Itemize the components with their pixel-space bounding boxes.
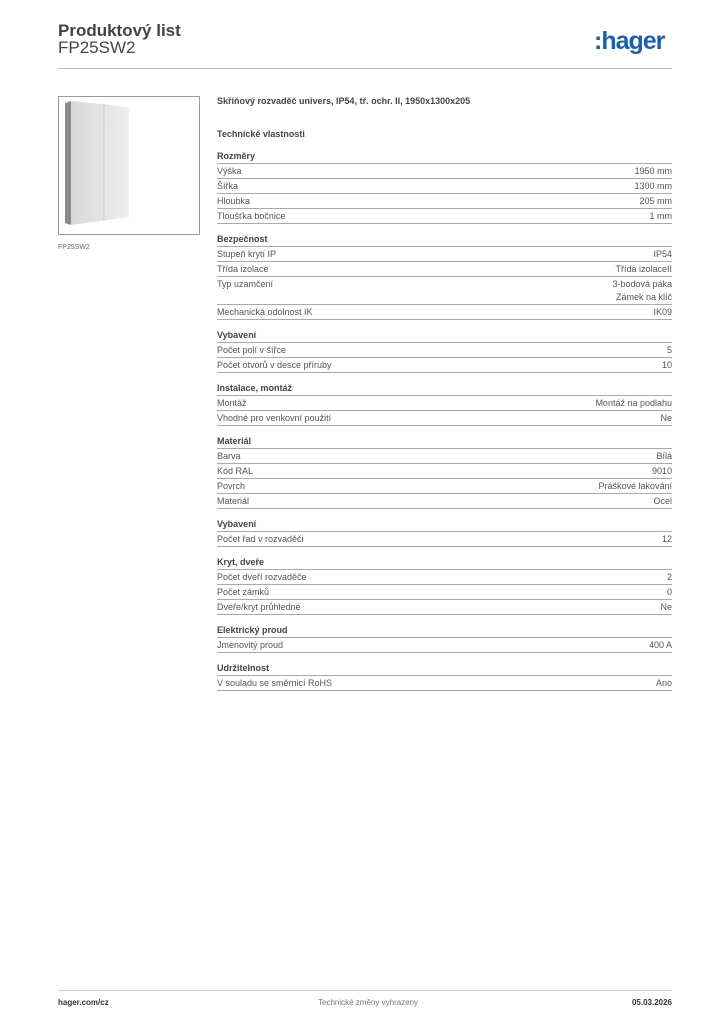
product-code: FP25SW2 bbox=[58, 38, 136, 57]
cabinet-illustration bbox=[59, 97, 199, 234]
section-title: Rozměry bbox=[217, 150, 672, 164]
spec-row bbox=[217, 262, 672, 277]
spec-row bbox=[217, 396, 672, 411]
section-title: Materiál bbox=[217, 435, 672, 449]
spec-section bbox=[217, 518, 672, 547]
section-title: Instalace, montáž bbox=[217, 382, 672, 396]
spec-sections bbox=[217, 150, 672, 691]
spec-value: 1 mm bbox=[649, 211, 672, 221]
spec-content bbox=[217, 94, 672, 691]
spec-label: V souladu se směrnicí RoHS bbox=[217, 678, 333, 688]
spec-value: 12 bbox=[661, 534, 672, 544]
spec-section bbox=[217, 435, 672, 509]
section-title: Bezpečnost bbox=[217, 233, 672, 247]
tech-heading: Technické vlastnosti bbox=[217, 129, 305, 139]
spec-row bbox=[217, 277, 672, 305]
spec-section bbox=[217, 233, 672, 320]
spec-row bbox=[217, 305, 672, 320]
spec-value: 5 bbox=[666, 345, 672, 355]
spec-label: Počet polí v šířce bbox=[217, 345, 287, 355]
spec-label: Montáž bbox=[217, 398, 247, 408]
spec-row bbox=[217, 638, 672, 653]
footer-date: 05.03.2026 bbox=[631, 998, 672, 1007]
spec-row bbox=[217, 411, 672, 426]
spec-row bbox=[217, 676, 672, 691]
section-title: Kryt, dveře bbox=[217, 556, 672, 570]
spec-label: Hloubka bbox=[217, 196, 251, 206]
spec-label: Počet dveří rozvaděče bbox=[217, 572, 307, 582]
spec-value: Práškové lakování bbox=[598, 481, 672, 491]
section-title: Elektrický proud bbox=[217, 624, 672, 638]
spec-row bbox=[217, 358, 672, 373]
spec-label: Šířka bbox=[217, 181, 239, 191]
product-image bbox=[58, 96, 200, 235]
spec-row bbox=[217, 343, 672, 358]
product-description: Skříňový rozvaděč univers, IP54, tř. ochr. II, 1950x1300x205 bbox=[217, 96, 471, 106]
spec-value: 10 bbox=[661, 360, 672, 370]
hager-logo: :hager bbox=[594, 27, 665, 55]
spec-row bbox=[217, 494, 672, 509]
spec-section bbox=[217, 329, 672, 373]
spec-value: 9010 bbox=[651, 466, 672, 476]
image-caption: FP25SW2 bbox=[58, 244, 90, 251]
spec-row bbox=[217, 247, 672, 262]
spec-value: 2 bbox=[666, 572, 672, 582]
spec-value: IK09 bbox=[653, 307, 672, 317]
spec-row bbox=[217, 532, 672, 547]
spec-label: Počet zámků bbox=[217, 587, 270, 597]
spec-label: Materiál bbox=[217, 496, 250, 506]
spec-value: Ocel bbox=[653, 496, 672, 506]
spec-label: Kód RAL bbox=[217, 466, 254, 476]
spec-row bbox=[217, 600, 672, 615]
spec-row bbox=[217, 585, 672, 600]
spec-section bbox=[217, 556, 672, 615]
footer-website[interactable]: hager.com/cz bbox=[58, 998, 109, 1007]
spec-section bbox=[217, 662, 672, 691]
spec-label: Počet řad v rozvaděči bbox=[217, 534, 304, 544]
spec-row bbox=[217, 479, 672, 494]
spec-row bbox=[217, 449, 672, 464]
spec-label: Jmenovitý proud bbox=[217, 640, 284, 650]
spec-label: Třída izolace bbox=[217, 264, 269, 274]
section-title: Vybavení bbox=[217, 518, 672, 532]
spec-row bbox=[217, 570, 672, 585]
spec-value: Montáž na podlahu bbox=[595, 398, 672, 408]
spec-row bbox=[217, 194, 672, 209]
spec-value: Ne bbox=[660, 413, 672, 423]
spec-value: 400 A bbox=[648, 640, 672, 650]
spec-section bbox=[217, 382, 672, 426]
spec-label: Mechanická odolnost IK bbox=[217, 307, 313, 317]
spec-value: 1300 mm bbox=[634, 181, 672, 191]
spec-value: 3-bodová páka Zámek na klíč bbox=[612, 279, 672, 302]
section-title: Udržitelnost bbox=[217, 662, 672, 676]
spec-value: 1950 mm bbox=[634, 166, 672, 176]
spec-label: Počet otvorů v desce příruby bbox=[217, 360, 332, 370]
spec-value: Ano bbox=[655, 678, 672, 688]
footer-note: Technické změny vyhrazeny bbox=[318, 998, 419, 1007]
spec-section bbox=[217, 150, 672, 224]
spec-value: Ne bbox=[660, 602, 672, 612]
spec-label: Dveře/kryt průhledné bbox=[217, 602, 301, 612]
spec-value: IP54 bbox=[653, 249, 672, 259]
spec-label: Tloušťka bočnice bbox=[217, 211, 286, 221]
spec-label: Vhodné pro venkovní použití bbox=[217, 413, 332, 423]
spec-row bbox=[217, 179, 672, 194]
spec-row bbox=[217, 164, 672, 179]
spec-label: Typ uzamčení bbox=[217, 279, 274, 289]
spec-label: Barva bbox=[217, 451, 241, 461]
spec-value: 0 bbox=[666, 587, 672, 597]
page-title: Produktový list bbox=[58, 21, 181, 40]
spec-row bbox=[217, 464, 672, 479]
spec-row bbox=[217, 209, 672, 224]
spec-section bbox=[217, 624, 672, 653]
section-title: Vybavení bbox=[217, 329, 672, 343]
header-divider bbox=[58, 68, 672, 69]
spec-value: Třída izolaceII bbox=[615, 264, 672, 274]
footer-divider bbox=[58, 990, 672, 991]
spec-label: Výška bbox=[217, 166, 242, 176]
spec-label: Stupeň krytí IP bbox=[217, 249, 277, 259]
spec-value: Bílá bbox=[656, 451, 672, 461]
spec-value: 205 mm bbox=[639, 196, 672, 206]
spec-label: Povrch bbox=[217, 481, 246, 491]
